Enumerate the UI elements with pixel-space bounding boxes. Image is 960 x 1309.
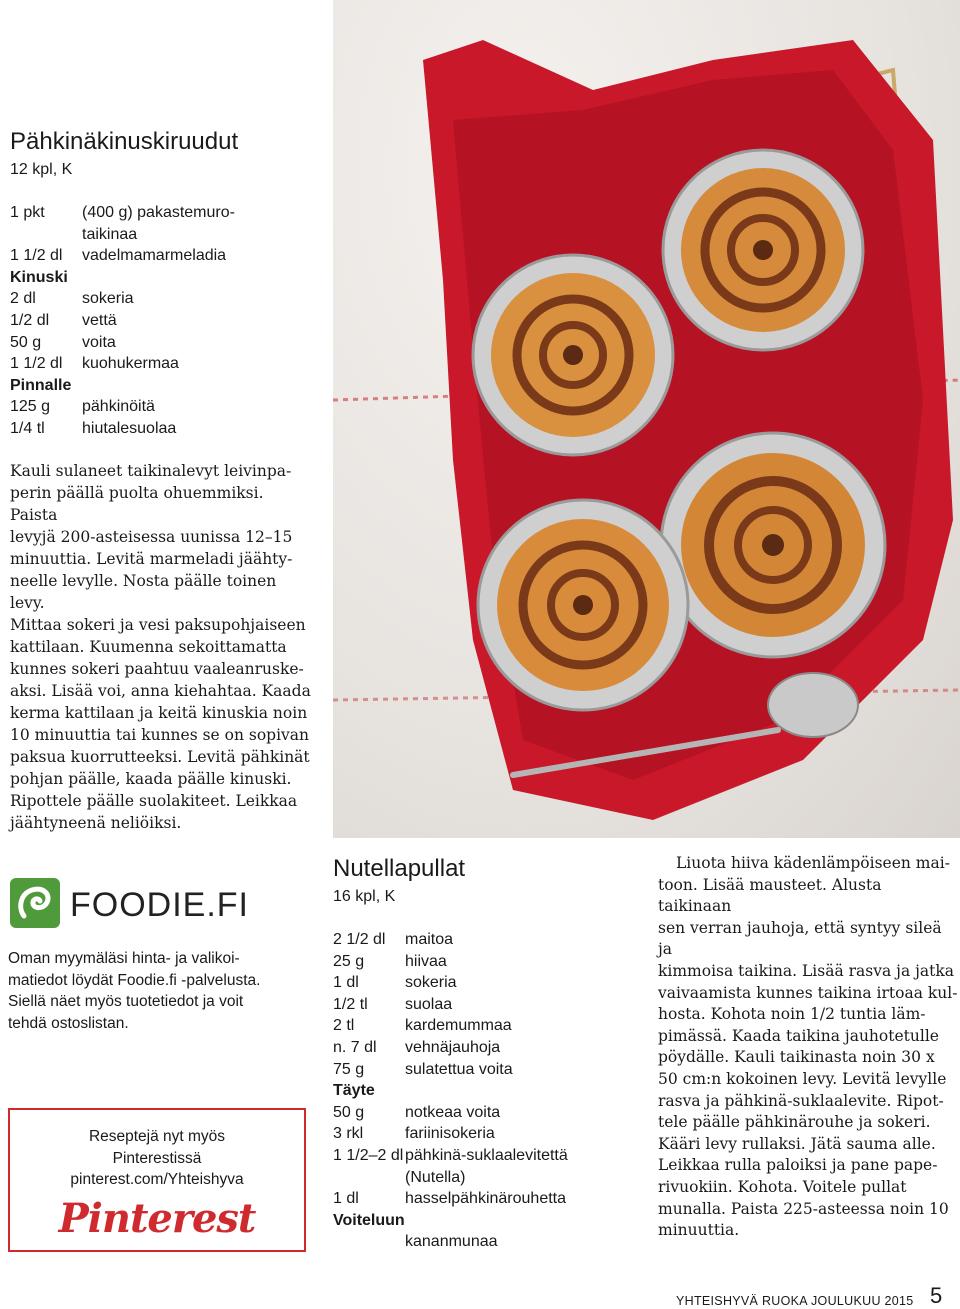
method-line: Kääri levy rullaksi. Jätä sauma alle. — [658, 1134, 936, 1153]
recipe2-method — [658, 853, 958, 1242]
ingredient-row: 25 g hiivaa — [333, 952, 447, 970]
recipe1-ingredients — [10, 202, 330, 440]
method-line: 10 minuuttia tai kunnes se on sopivan — [10, 726, 310, 744]
method-line: neelle levylle. Nosta päälle toinen levy. — [10, 572, 277, 612]
method-line: levyjä 200-asteisessa uunissa 12–15 — [10, 528, 293, 546]
foodie-text-line: matiedot löydät Foodie.fi -palvelusta. — [8, 971, 261, 989]
method-line: rasva ja pähkinä-suklaalevite. Ripot- — [658, 1091, 944, 1110]
footer-publication: YHTEISHYVÄ RUOKA JOULUKUU 2015 — [676, 1294, 914, 1308]
ingredient-section-header: Täyte — [333, 1082, 375, 1100]
ingredient-row: 1 1/2 dl kuohukermaa — [10, 355, 179, 373]
pinterest-text-line: Pinterestissä — [112, 1149, 202, 1167]
recipe1-title: Pähkinäkinuskiruudut — [10, 128, 239, 155]
ingredient-row: 1 pkt (400 g) pakastemuro- — [10, 204, 235, 221]
method-line: minuuttia. Levitä marmeladi jäähty- — [10, 550, 293, 568]
foodie-logo-icon — [10, 878, 60, 928]
recipe2-yield: 16 kpl, K — [333, 888, 396, 905]
method-line: kimmoisa taikina. Lisää rasva ja jatka — [658, 961, 955, 980]
method-line: pimässä. Kaada taikina jauhotetulle — [658, 1026, 939, 1045]
method-line: Liuota hiiva kädenlämpöiseen mai- — [676, 854, 950, 872]
recipe-photo — [333, 0, 960, 838]
ingredient-section-header: Voiteluun — [333, 1211, 405, 1229]
ingredient-row: n. 7 dl vehnäjauhoja — [333, 1038, 501, 1056]
ingredient-row: 75 g sulatettua voita — [333, 1060, 513, 1078]
ingredient-row: 1/2 dl vettä — [10, 311, 117, 329]
method-line: kunnes sokeri paahtuu vaaleanruske- — [10, 660, 304, 678]
method-line: sen verran jauhoja, että syntyy sileä ja — [658, 918, 942, 959]
ingredient-row: 125 g pähkinöitä — [10, 398, 155, 416]
foodie-brand: FOODIE.FI — [70, 886, 249, 924]
pinterest-text — [10, 1126, 304, 1191]
ingredient-row: 1/4 tl hiutalesuolaa — [10, 419, 177, 437]
method-line: Kauli sulaneet taikinalevyt leivinpa- — [10, 462, 292, 480]
ingredient-row: 2 1/2 dl maitoa — [333, 931, 454, 948]
method-line: 50 cm:n kokoinen levy. Levitä levylle — [658, 1069, 947, 1088]
ingredient-row: 1 dl sokeria — [333, 974, 457, 992]
recipe1-method — [10, 460, 315, 834]
swirl-icon — [10, 878, 60, 928]
method-line: jäähtyneenä neliöiksi. — [10, 814, 182, 832]
ingredient-row: 50 g notkeaa voita — [333, 1103, 501, 1121]
method-line: toon. Lisää mausteet. Alusta taikinaan — [658, 875, 882, 916]
method-line: Ripottele päälle suolakiteet. Leikkaa — [10, 792, 298, 810]
method-line: kerma kattilaan ja keitä kinuskia noin — [10, 704, 308, 722]
ingredient-row: kananmunaa — [405, 1233, 498, 1251]
foodie-text-line: Siellä näet myös tuotetiedot ja voit — [8, 993, 244, 1010]
method-line: vaivaamista kunnes taikina irtoaa kul- — [658, 983, 958, 1002]
method-line: pohjan päälle, kaada päälle kinuski. — [10, 770, 292, 788]
method-line: Mittaa sokeri ja vesi paksupohjaiseen — [10, 616, 306, 634]
foodie-text — [8, 948, 308, 1034]
recipe2-title: Nutellapullat — [333, 855, 466, 882]
ingredient-section-header: Pinnalle — [10, 376, 72, 394]
ingredient-row: 1/2 tl suolaa — [333, 995, 453, 1013]
foodie-text-line: tehdä ostoslistan. — [8, 1014, 129, 1032]
method-line: paksua kuorrutteeksi. Levitä pähkinät — [10, 748, 310, 766]
recipe1-yield: 12 kpl, K — [10, 161, 73, 178]
method-line: Leikkaa rulla paloiksi ja pane pape- — [658, 1156, 938, 1175]
method-line: aksi. Lisää voi, anna kiehahtaa. Kaada — [10, 682, 311, 700]
ingredient-row: 1 1/2 dl vadelmamarmeladia — [10, 247, 227, 265]
pinterest-link[interactable]: pinterest.com/Yhteishyva — [70, 1171, 244, 1188]
ingredient-section-header: Kinuski — [10, 268, 68, 286]
ingredient-row: 50 g voita — [10, 333, 116, 351]
pinterest-logo: Pinterest — [58, 1194, 256, 1242]
method-line: pöydälle. Kauli taikinasta noin 30 x — [658, 1048, 935, 1067]
ingredient-row: taikinaa — [82, 225, 138, 243]
method-line: kattilaan. Kuumenna sekoittamatta — [10, 638, 287, 656]
recipe2-ingredients — [333, 929, 653, 1253]
method-line: hosta. Kohota noin 1/2 tuntia läm- — [658, 1005, 926, 1024]
method-line: munalla. Paista 225-asteessa noin 10 — [658, 1199, 949, 1218]
buns-illustration — [333, 0, 960, 838]
ingredient-row: 3 rkl fariinisokeria — [333, 1125, 495, 1143]
pinterest-box — [8, 1108, 306, 1252]
foodie-text-line: Oman myymäläsi hinta- ja valikoi- — [8, 950, 240, 967]
ingredient-row: (Nutella) — [405, 1168, 466, 1186]
method-line: perin päällä puolta ohuemmiksi. Paista — [10, 484, 264, 524]
ingredient-row: 2 tl kardemummaa — [333, 1017, 512, 1035]
method-line: minuuttia. — [658, 1221, 740, 1240]
ingredient-row: 1 1/2–2 dl pähkinä-suklaalevitettä — [333, 1146, 568, 1164]
method-line: rivuokiin. Kohota. Voitele pullat — [658, 1177, 907, 1196]
page-number: 5 — [930, 1283, 943, 1308]
ingredient-row: 2 dl sokeria — [10, 290, 134, 308]
ingredient-row: 1 dl hasselpähkinärouhetta — [333, 1190, 567, 1208]
method-line: tele päälle pähkinärouhe ja sokeri. — [658, 1113, 931, 1132]
pinterest-text-line: Reseptejä nyt myös — [88, 1128, 226, 1145]
